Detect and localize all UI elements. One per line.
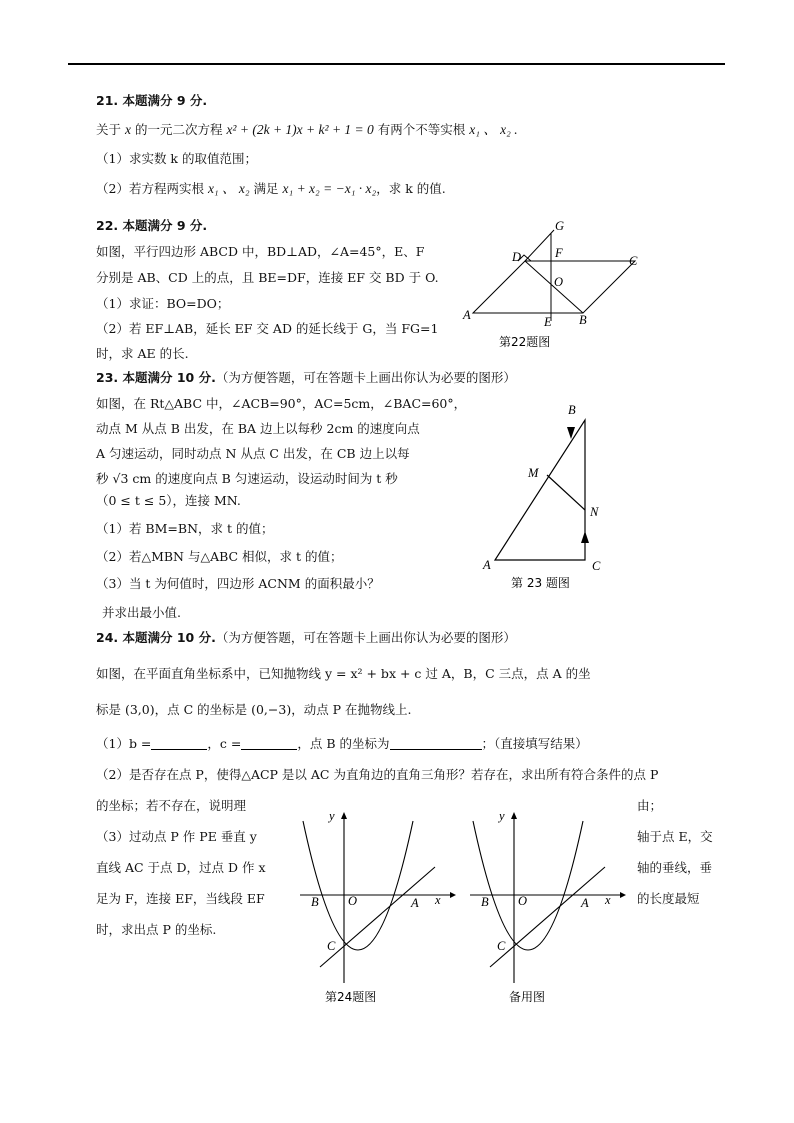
q23-line-5: （0 ≤ t ≤ 5），连接 MN.: [96, 493, 241, 508]
q24-part2: （2）是否存在点 P，使得△ACP 是以 AC 为直角边的直角三角形？若存在，求出所有符合条件的点 P: [96, 767, 659, 782]
label-m: M: [528, 466, 539, 480]
label-o: O: [554, 275, 564, 289]
q24-part3-a-right: 轴于点 E，交: [637, 829, 713, 844]
label-f: F: [555, 246, 563, 260]
q23-part3: （3）当 t 为何值时，四边形 ACNM 的面积最小？: [96, 576, 380, 591]
q24-part3-c: 足为 F，连接 EF，当线段 EF: [96, 891, 265, 906]
q24-part3-b: 直线 AC 于点 D，过点 D 作 x: [96, 860, 266, 875]
origin-label: O: [348, 894, 358, 908]
origin-label: O: [518, 894, 528, 908]
label-a: A: [581, 896, 589, 910]
q23-figure: [475, 395, 625, 595]
q21-stem: 关于 x 的一元二次方程 x² + (2k + 1)x + k² + 1 = 0 有两个不等实根 x₁ 、 x₂ .: [96, 122, 518, 137]
q24-figure-2: [465, 805, 630, 1010]
answer-blank-c[interactable]: [241, 737, 297, 750]
q24-figure-2-caption: 备用图: [509, 990, 546, 1004]
q23-header: 23. 本题满分 10 分.: [96, 370, 216, 385]
label-b: B: [579, 313, 587, 327]
q21-equation: x² + (2k + 1)x + k² + 1 = 0: [226, 122, 374, 137]
label-a: A: [463, 308, 471, 322]
q24-line-1: 如图，在平面直角坐标系中，已知抛物线 y = x² + bx + c 过 A，B，C 三点，点 A 的坐: [96, 666, 591, 681]
triangle-abc: [495, 420, 585, 560]
q22-figure-caption: 第22题图: [499, 335, 551, 349]
q22-line-4: （2）若 EF⊥AB，延长 EF 交 AD 的延长线于 G，当 FG=1: [96, 321, 439, 336]
q21-part2: （2）若方程两实根 x₁ 、 x₂ 满足 x₁ + x₂ = −x₁ · x₂，求 k 的值.: [96, 181, 446, 196]
q23-figure-caption: 第 23 题图: [511, 576, 570, 590]
label-b: B: [481, 895, 489, 909]
q23-part3-cont: 并求出最小值.: [102, 605, 181, 620]
y-label: y: [329, 809, 335, 823]
q23-part2: （2）若△MBN 与△ABC 相似，求 t 的值；: [96, 549, 343, 564]
y-label: y: [499, 809, 505, 823]
label-b: B: [568, 403, 576, 417]
q22-line-2: 分别是 AB、CD 上的点，且 BE=DF，连接 EF 交 BD 于 O.: [96, 270, 439, 285]
label-a: A: [483, 558, 491, 572]
q24-note: （为方便答题，可在答题卡上画出你认为必要的图形）: [215, 630, 516, 645]
label-c: C: [629, 254, 638, 268]
x-label: x: [435, 893, 441, 907]
q24-part3-d: 时，求出点 P 的坐标.: [96, 922, 217, 937]
q23-line-4: 秒 √3 cm 的速度向点 B 匀速运动，设运动时间为 t 秒: [96, 471, 398, 486]
label-e: E: [544, 315, 552, 329]
top-rule: [68, 63, 725, 65]
q24-part2-cont: 的坐标；若不存在，说明理: [96, 798, 247, 813]
q24-header: 24. 本题满分 10 分.: [96, 630, 216, 645]
q23-note: （为方便答题，可在答题卡上画出你认为必要的图形）: [215, 370, 516, 385]
y-axis-arrow-icon: [341, 812, 347, 819]
label-b: B: [311, 895, 319, 909]
q24-part1: （1）b = ，c = ，点 B 的坐标为 ；（直接填写结果）: [96, 736, 588, 751]
q22-line-5: 时，求 AE 的长.: [96, 346, 189, 361]
x-label: x: [605, 893, 611, 907]
label-d: D: [512, 250, 522, 264]
q21-header: 21. 本题满分 9 分.: [96, 93, 208, 108]
q24-part3-c-right: 的长度最短: [637, 891, 700, 906]
label-c: C: [497, 939, 506, 953]
segment-mn: [547, 475, 585, 510]
label-c: C: [592, 559, 601, 573]
q22-figure: [455, 215, 655, 355]
q22-header: 22. 本题满分 9 分.: [96, 218, 208, 233]
answer-blank-b[interactable]: [151, 737, 207, 750]
label-g: G: [555, 219, 565, 233]
x-axis-arrow-icon: [450, 892, 456, 898]
q24-figure-1-caption: 第24题图: [325, 990, 377, 1004]
q21-part1: （1）求实数 k 的取值范围；: [96, 151, 257, 166]
q24-part3-a: （3）过动点 P 作 PE 垂直 y: [96, 829, 257, 844]
extension-ad: [525, 230, 554, 261]
q23-part1: （1）若 BM=BN，求 t 的值；: [96, 521, 274, 536]
y-axis-arrow-icon: [511, 812, 517, 819]
q23-line-1: 如图，在 Rt△ABC 中，∠ACB=90°，AC=5cm，∠BAC=60°，: [96, 396, 467, 411]
x-axis-arrow-icon: [620, 892, 626, 898]
q24-figure-1: [295, 805, 460, 1010]
line-ac: [320, 867, 435, 967]
q24-part3-b-right: 轴的垂线，垂: [637, 860, 713, 875]
label-c: C: [327, 939, 336, 953]
arrow-up-icon: [581, 531, 589, 543]
answer-blank-point-b[interactable]: [390, 737, 482, 750]
q23-line-2: 动点 M 从点 B 出发，在 BA 边上以每秒 2cm 的速度向点: [96, 421, 420, 436]
q24-line-2: 标是 (3,0)，点 C 的坐标是 (0,−3)，动点 P 在抛物线上.: [96, 702, 412, 717]
label-n: N: [590, 505, 599, 519]
q24-part2-end: 由；: [637, 798, 663, 813]
q23-line-3: A 匀速运动，同时动点 N 从点 C 出发，在 CB 边上以每: [96, 446, 410, 461]
parabola: [473, 821, 583, 950]
q24-header-line: [96, 630, 516, 646]
parabola: [303, 821, 413, 950]
line-ac: [490, 867, 605, 967]
q22-line-1: 如图，平行四边形 ABCD 中，BD⊥AD，∠A=45°，E、F: [96, 244, 425, 259]
label-a: A: [411, 896, 419, 910]
q22-line-3: （1）求证：BO=DO；: [96, 296, 230, 311]
q23-header-line: [96, 370, 516, 386]
